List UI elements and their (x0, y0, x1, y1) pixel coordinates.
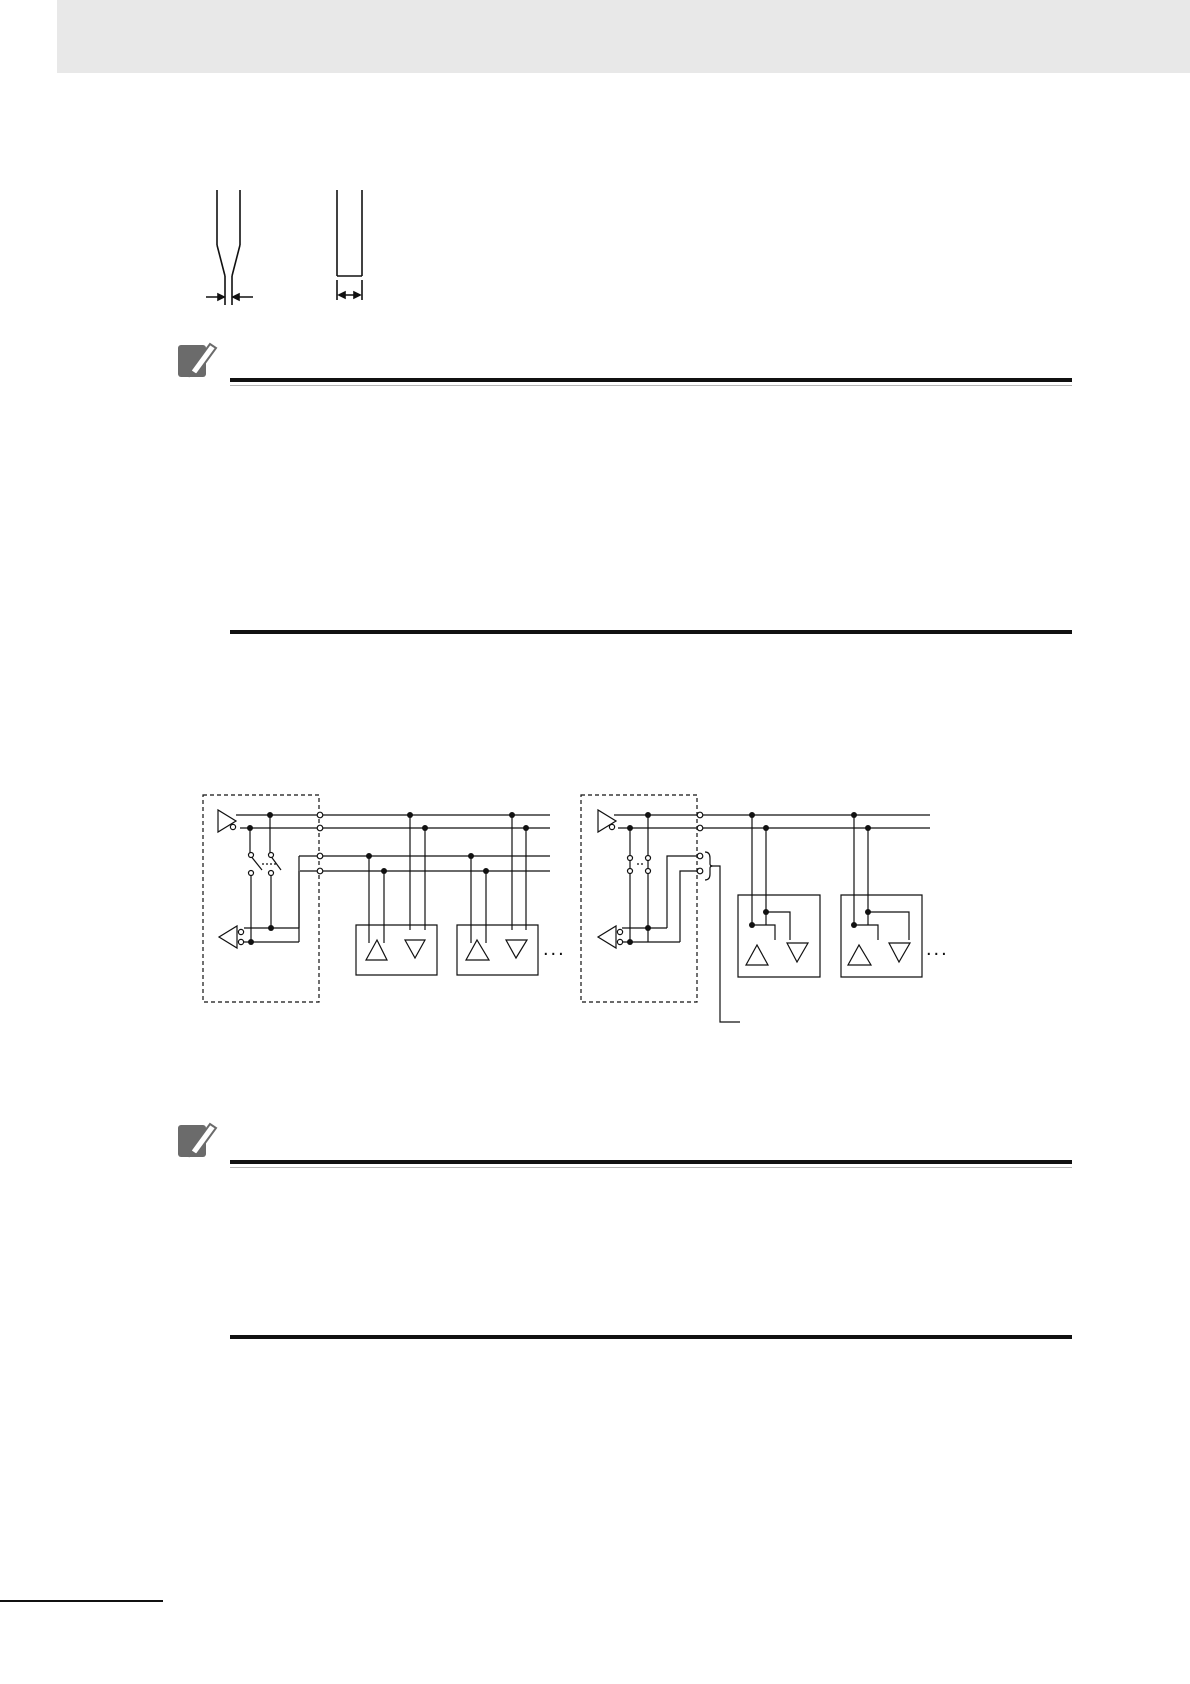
precautions-pencil-icon (176, 1120, 220, 1160)
node-1-box (356, 925, 437, 975)
page-footer-rule (0, 1600, 163, 1602)
note-rule-top-shadow (230, 1167, 1072, 1168)
node-2-box (457, 925, 538, 975)
note-rule-top (230, 1160, 1072, 1164)
continuation-mark-left: ... (543, 938, 566, 960)
note-rule-bottom (230, 1335, 1072, 1339)
receiver-icon (219, 926, 237, 948)
callout-leader (713, 866, 740, 1022)
terminating-unit-left-box (203, 795, 319, 1002)
continuation-mark-right: ... (926, 938, 949, 960)
